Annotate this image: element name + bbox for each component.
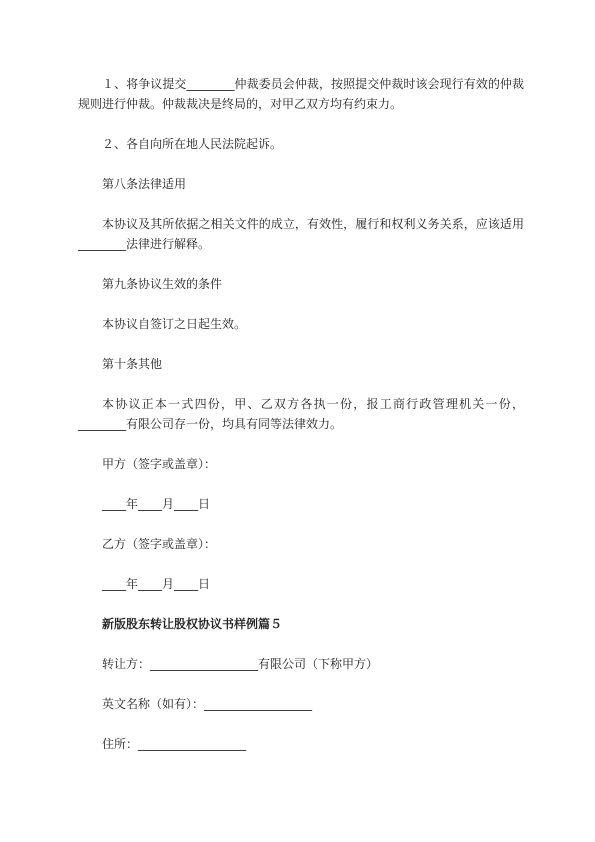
address-line: 住所：__________________ [102, 737, 247, 751]
clause-7-item-1-line-2: 规则进行仲裁。仲裁裁决是终局的，对甲乙双方均有约束力。 [78, 97, 403, 111]
party-b-date: ____年____月____日 [102, 577, 211, 591]
party-a-date: ____年____月____日 [102, 497, 211, 511]
clause-10-text-line-1: 本协议正本一式四份，甲、乙双方各执一份，报工商行政管理机关一份， [102, 397, 524, 411]
english-name-line: 英文名称（如有）：__________________ [102, 697, 313, 711]
clause-7-item-2: ２、各自向所在地人民法院起诉。 [102, 137, 283, 151]
clause-9-text: 本协议自签订之日起生效。 [102, 317, 247, 331]
party-b-signature: 乙方（签字或盖章）： [102, 537, 217, 551]
clause-8-text-line-1: 本协议及其所依据之相关文件的成立，有效性，履行和权利义务关系，应该适用 [102, 217, 524, 231]
clause-10-text-line-2: ________有限公司存一份，均具有同等法律效力。 [78, 417, 343, 431]
clause-10-heading: 第十条其他 [102, 357, 163, 371]
clause-8-heading: 第八条法律适用 [102, 177, 187, 191]
clause-9-heading: 第九条协议生效的条件 [102, 277, 223, 291]
transferor-line: 转让方：__________________有限公司（下称甲方） [102, 657, 379, 671]
clause-7-item-1-line-1: １、将争议提交________仲裁委员会仲裁，按照提交仲裁时该会现行有效的仲裁 [102, 77, 524, 91]
sample-5-title: 新版股东转让股权协议书样例篇５ [102, 617, 283, 631]
clause-8-text-line-2: ________法律进行解释。 [78, 237, 211, 251]
party-a-signature: 甲方（签字或盖章）： [102, 457, 217, 471]
